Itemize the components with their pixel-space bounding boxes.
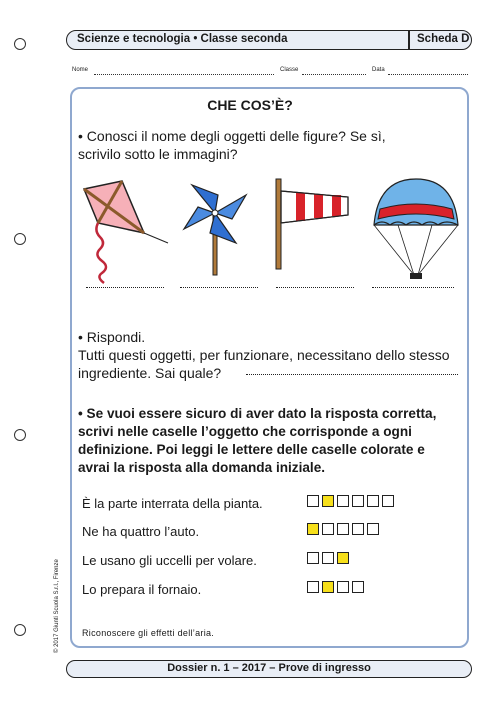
binder-hole-lower bbox=[14, 429, 26, 441]
letter-box[interactable] bbox=[352, 523, 364, 535]
date-field[interactable] bbox=[388, 74, 468, 75]
letter-box[interactable] bbox=[352, 581, 364, 593]
date-label: Data bbox=[372, 67, 385, 73]
sheet-label: Scheda D bbox=[417, 33, 470, 45]
answer-line-windsock[interactable] bbox=[276, 287, 354, 288]
pinwheel-icon bbox=[180, 175, 252, 285]
definition-4: Lo prepara il fornaio. bbox=[82, 582, 202, 597]
copyright-notice: © 2017 Giunti Scuola S.r.l., Firenze bbox=[54, 559, 60, 653]
answer-line-parachute[interactable] bbox=[372, 287, 454, 288]
answer-boxes-4[interactable] bbox=[307, 581, 367, 595]
letter-box[interactable] bbox=[367, 523, 379, 535]
instruction-3-line1: • Se vuoi essere sicuro di aver dato la risposta corretta, bbox=[78, 406, 437, 421]
instruction-2-heading: • Rispondi. bbox=[78, 329, 146, 345]
letter-box[interactable] bbox=[322, 552, 334, 564]
letter-box[interactable] bbox=[322, 581, 334, 593]
kite-icon bbox=[78, 175, 170, 285]
class-label: Classe bbox=[280, 67, 299, 73]
instruction-2-line2: ingrediente. Sai quale? bbox=[78, 365, 222, 381]
definition-2: Ne ha quattro l’auto. bbox=[82, 524, 200, 539]
letter-box[interactable] bbox=[337, 581, 349, 593]
binder-hole-top bbox=[14, 38, 26, 50]
answer-line-kite[interactable] bbox=[86, 287, 164, 288]
name-field[interactable] bbox=[94, 74, 274, 75]
ingredient-answer-line[interactable] bbox=[246, 374, 458, 375]
letter-box[interactable] bbox=[307, 552, 319, 564]
page-title: CHE COS’È? bbox=[207, 97, 293, 113]
windsock-icon bbox=[268, 175, 358, 285]
subject-label: Scienze e tecnologia • Classe seconda bbox=[77, 33, 288, 45]
instruction-3-line3: definizione. Poi leggi le lettere delle caselle colorate e bbox=[78, 442, 425, 457]
answer-boxes-1[interactable] bbox=[307, 495, 397, 509]
instruction-1 bbox=[78, 127, 464, 163]
header-bar bbox=[66, 30, 472, 50]
letter-box[interactable] bbox=[322, 523, 334, 535]
letter-box[interactable] bbox=[382, 495, 394, 507]
letter-box[interactable] bbox=[307, 581, 319, 593]
letter-box[interactable] bbox=[307, 495, 319, 507]
definition-1: È la parte interrata della pianta. bbox=[82, 496, 263, 511]
instruction-3-line2: scrivi nelle caselle l’oggetto che corrisponde a ogni bbox=[78, 424, 412, 439]
binder-hole-upper bbox=[14, 233, 26, 245]
instruction-1-line2: scrivilo sotto le immagini? bbox=[78, 146, 238, 162]
letter-box[interactable] bbox=[337, 523, 349, 535]
letter-box[interactable] bbox=[352, 495, 364, 507]
footer-bar: Dossier n. 1 – 2017 – Prove di ingresso bbox=[66, 660, 472, 678]
letter-box[interactable] bbox=[337, 495, 349, 507]
letter-box[interactable] bbox=[337, 552, 349, 564]
answer-boxes-3[interactable] bbox=[307, 552, 352, 566]
class-field[interactable] bbox=[302, 74, 366, 75]
figures-row bbox=[78, 175, 464, 285]
instruction-3-line4: avrai la risposta alla domanda iniziale. bbox=[78, 460, 326, 475]
instruction-1-line1: • Conosci il nome degli oggetti delle figure? Se sì, bbox=[78, 128, 386, 144]
definition-3: Le usano gli uccelli per volare. bbox=[82, 553, 257, 568]
instruction-3 bbox=[78, 405, 464, 477]
binder-hole-bottom bbox=[14, 624, 26, 636]
letter-box[interactable] bbox=[307, 523, 319, 535]
header-divider bbox=[408, 31, 410, 49]
letter-box[interactable] bbox=[367, 495, 379, 507]
name-label: Nome bbox=[72, 67, 89, 73]
learning-goal: Riconoscere gli effetti dell’aria. bbox=[82, 628, 215, 638]
answer-line-pinwheel[interactable] bbox=[180, 287, 258, 288]
parachute-icon bbox=[370, 175, 462, 285]
student-info-row bbox=[70, 67, 470, 79]
answer-boxes-2[interactable] bbox=[307, 523, 382, 537]
letter-box[interactable] bbox=[322, 495, 334, 507]
instruction-2-line1: Tutti questi oggetti, per funzionare, necessitano dello stesso bbox=[78, 347, 450, 363]
